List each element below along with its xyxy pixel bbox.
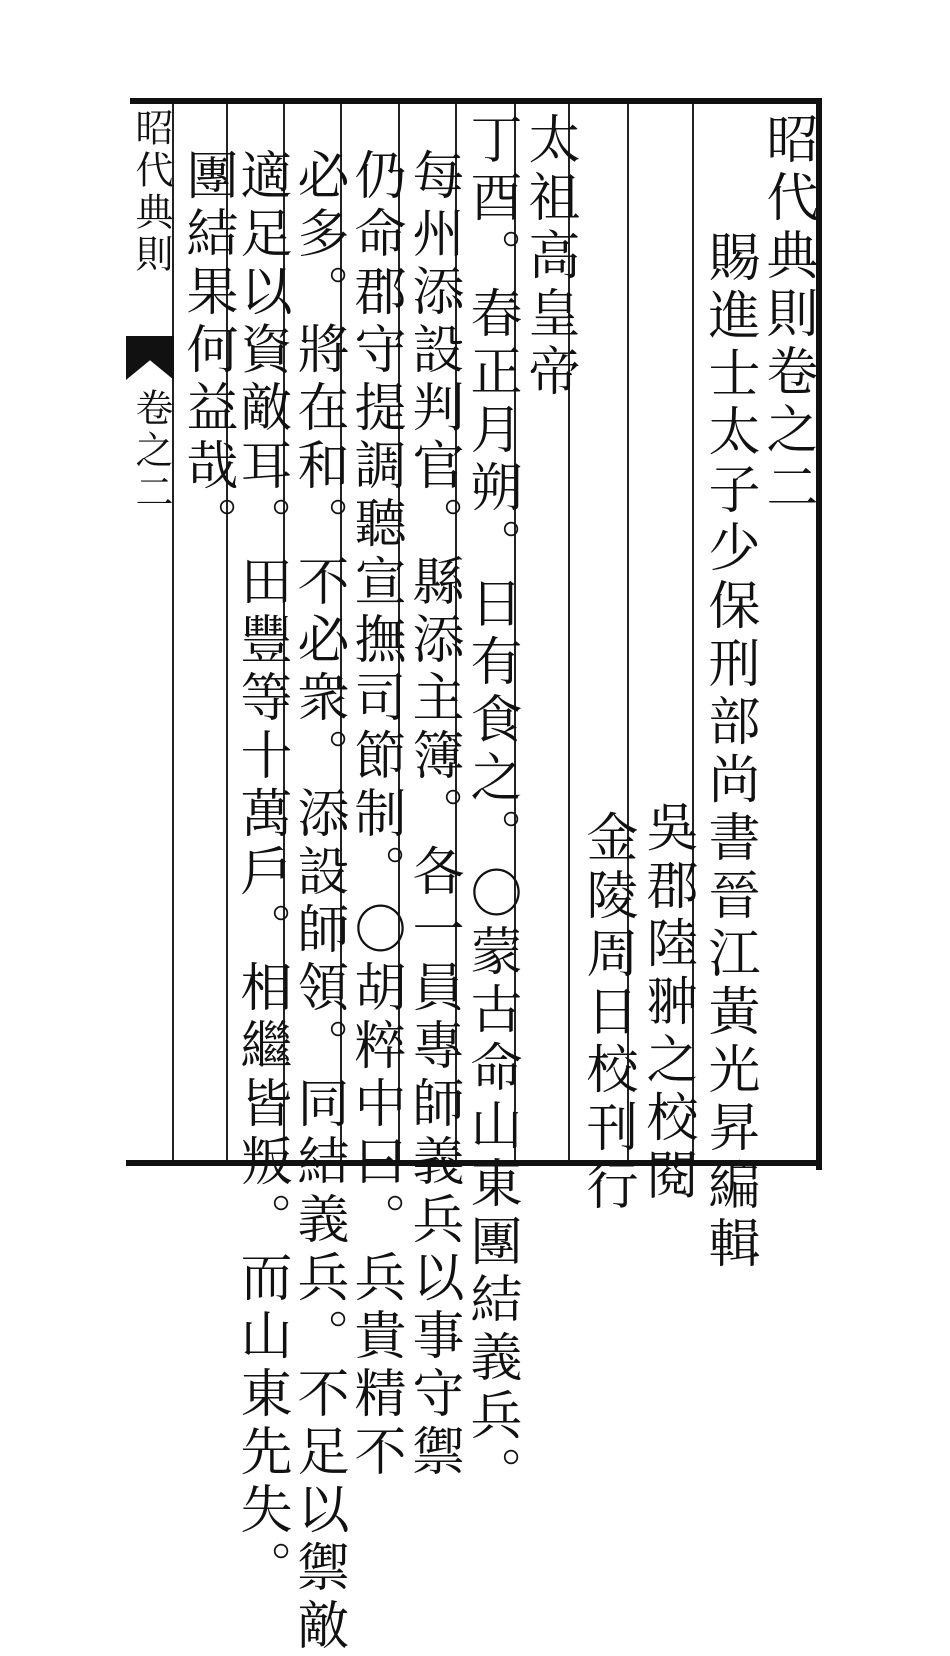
body-line: 適足以資敵耳。田豐等十萬戶。相繼皆叛。而山東先失。 (231, 148, 291, 1598)
collator-line: 吳郡陸翀之校閱 (637, 800, 697, 1206)
fish-tail-mark (126, 336, 174, 380)
body-line: 丁酉。春正月朔。日有食之。〇蒙古命山東團結義兵。 (461, 112, 521, 1504)
author-line: 賜進士太子少保刑部尚書晉江黃光昇編輯 (699, 230, 759, 1274)
chapter-heading: 太祖高皇帝 (519, 112, 579, 402)
body-line: 仍命郡守提調聽宣撫司節制。〇胡粹中曰。兵貴精不 (345, 148, 405, 1482)
body-line: 必多。將在和。不必衆。添設師領。同結義兵。不足以禦敵 (288, 148, 348, 1656)
body-line: 每州添設判官。縣添主簿。各一員專師義兵以事守禦 (403, 148, 463, 1482)
title-line: 昭代典則卷之二 (757, 112, 817, 518)
margin-volume: 卷之二 (129, 388, 173, 514)
publisher-line: 金陵周日校刊行 (577, 810, 637, 1216)
frame-top-border (130, 98, 820, 104)
body-line: 團結果何益哉。 (177, 148, 237, 554)
margin-title: 昭代典則 (129, 108, 173, 276)
